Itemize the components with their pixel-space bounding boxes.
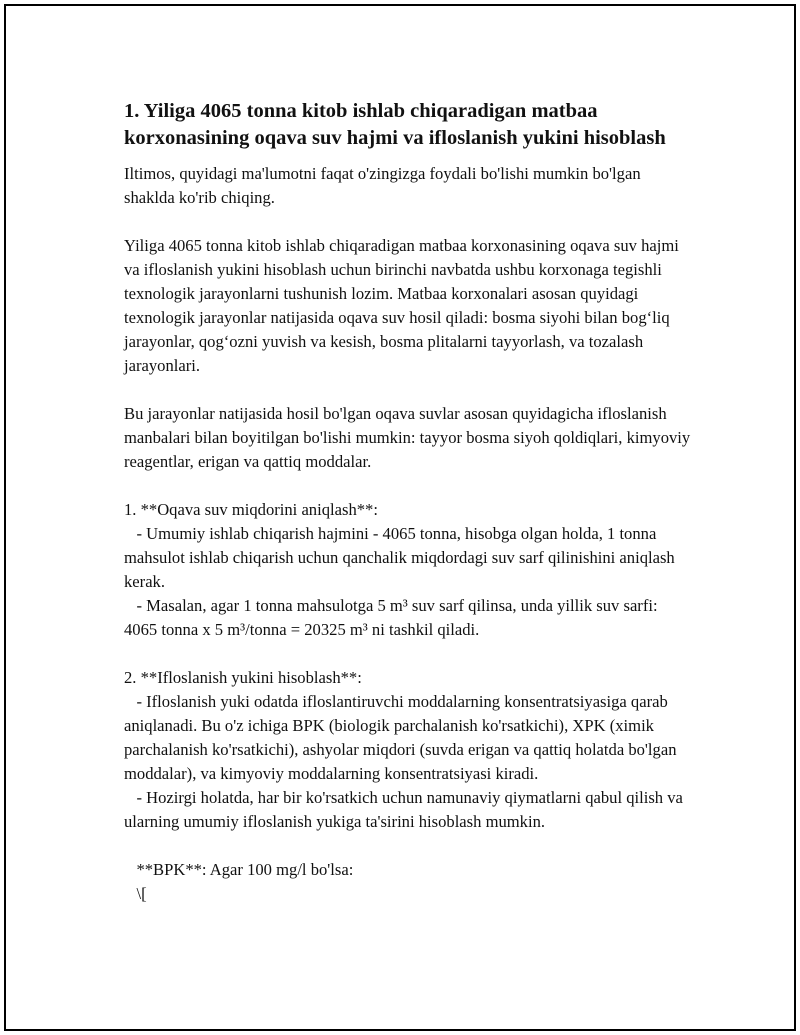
paragraph-pollution-sources: Bu jarayonlar natijasida hosil bo'lgan oqava suvlar asosan quyidagicha ifloslanish manbalari bilan boyitilgan bo'lishi mumkin: tayyor bosma siyoh qoldiqlari, kimyoviy reagentlar, erigan va qattiq moddalar. xyxy=(124,404,695,471)
page-frame xyxy=(4,4,796,1031)
section-water-volume xyxy=(124,498,694,642)
list-item: - Umumiy ishlab chiqarish hajmini - 4065 tonna, hisobga olgan holda, 1 tonna mahsulot ishlab chiqarish uchun qanchalik miqdordagi suv sarf qilinishini aniqlash kerak. xyxy=(124,524,679,591)
document-body xyxy=(124,98,694,906)
list-item: - Ifloslanish yuki odatda ifloslantiruvchi moddalarning konsentratsiyasiga qarab aniqlanadi. Bu o'z ichiga BPK (biologik parchalanish ko'rsatkichi), XPK (ximik parchalanish ko'rsatkichi), ashyolar miqdori (suvda erigan va qattiq holatda bo'lgan moddalar), va kimyoviy moddalarning konsentratsiyasi kiradi. xyxy=(124,692,681,783)
paragraph-processes: Yiliga 4065 tonna kitob ishlab chiqaradigan matbaa korxonasining oqava suv hajmi va ifloslanish yukini hisoblash uchun birinchi navbatda ushbu korxonaga tegishli texnologik jarayonlarni tushunish lozim. Matbaa korxonalari asosan quyidagi texnologik jarayonlar natijasida oqava suv hosil qiladi: bosma siyohi bilan bog‘liq jarayonlar, qog‘ozni yuvish va kesish, bosma plitalarni tayyorlash, va tozalash jarayonlari. xyxy=(124,236,684,375)
intro-paragraph: Iltimos, quyidagi ma'lumotni faqat o'zingizga foydali bo'lishi mumkin bo'lgan shaklda ko'rib chiqing. xyxy=(124,164,645,207)
document-title: 1. Yiliga 4065 tonna kitob ishlab chiqaradigan matbaa korxonasining oqava suv hajmi va ifloslanish yukini hisoblash xyxy=(124,100,666,149)
section-heading: 1. **Oqava suv miqdorini aniqlash**: xyxy=(124,500,378,519)
section-pollution-load xyxy=(124,666,694,834)
section-heading: 2. **Ifloslanish yukini hisoblash**: xyxy=(124,668,362,687)
formula-open: \[ xyxy=(124,884,147,903)
bpk-line: **BPK**: Agar 100 mg/l bo'lsa: xyxy=(124,860,354,879)
list-item: - Masalan, agar 1 tonna mahsulotga 5 m³ suv sarf qilinsa, unda yillik suv sarfi: 4065 tonna x 5 m³/tonna = 20325 m³ ni tashkil qiladi. xyxy=(124,596,662,639)
list-item: - Hozirgi holatda, har bir ko'rsatkich uchun namunaviy qiymatlarni qabul qilish va ularning umumiy ifloslanish yukiga ta'sirini hisoblash mumkin. xyxy=(124,788,688,831)
